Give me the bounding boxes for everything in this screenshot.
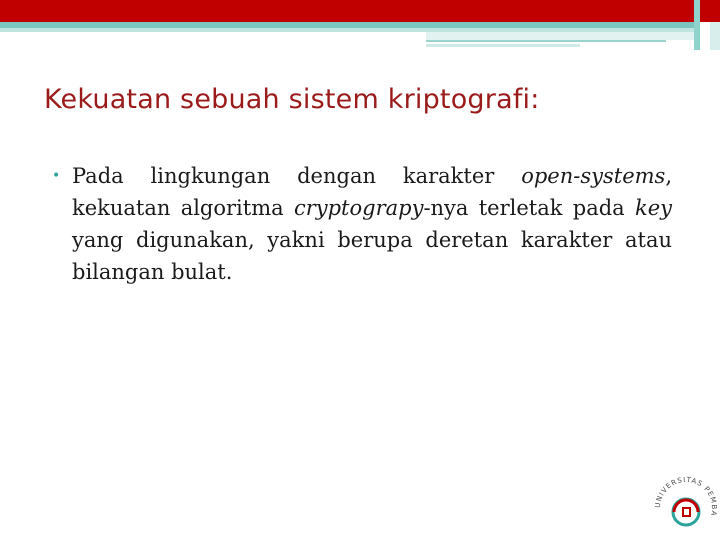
- text-segment: yang digunakan, yakni berupa deretan karakter atau bilangan bulat.: [72, 228, 672, 284]
- text-segment: , kekuatan algoritma: [72, 164, 672, 220]
- right-light-edge: [710, 22, 720, 50]
- italic-segment: key: [634, 196, 672, 220]
- accent-bar: [426, 32, 694, 40]
- university-seal-icon: [648, 468, 720, 540]
- bullet-icon: •: [52, 168, 61, 184]
- slide-content: [52, 160, 672, 288]
- slide-title: Kekuatan sebuah sistem kriptografi:: [44, 84, 540, 115]
- top-red-band: [0, 0, 694, 22]
- accent-line-short: [426, 44, 580, 47]
- italic-segment: cryptograpy: [293, 196, 424, 220]
- top-red-band-right: [700, 0, 720, 22]
- text-segment: -nya terletak pada: [423, 196, 635, 220]
- text-segment: Pada lingkungan dengan karakter: [72, 164, 522, 188]
- svg-text:UNIVERSITAS PEMBANGUNAN JAYA: UNIVERSITAS PEMBA: [653, 475, 719, 518]
- italic-segment: open-systems: [521, 164, 666, 188]
- accent-line: [426, 40, 666, 42]
- right-teal-edge: [694, 0, 700, 50]
- bullet-paragraph: [72, 160, 672, 288]
